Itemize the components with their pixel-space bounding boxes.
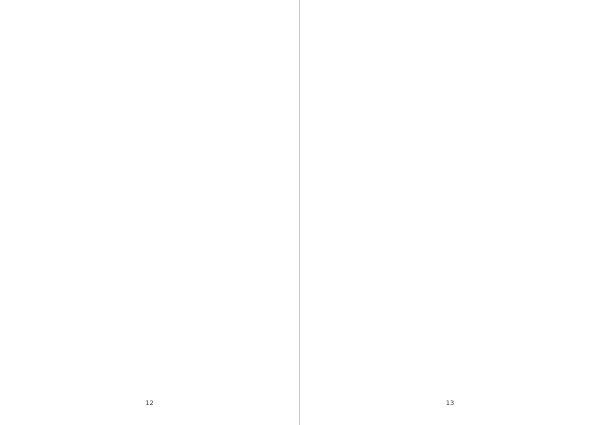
right-paragraph (321, 165, 579, 195)
right-page-heading (321, 22, 579, 40)
left-paragraph (21, 75, 278, 105)
left-paragraph (21, 105, 278, 135)
right-paragraph (321, 75, 579, 105)
right-page (300, 0, 600, 425)
left-page-body (21, 45, 278, 165)
right-page-body (321, 45, 579, 195)
author-signature (21, 173, 278, 181)
page-number-left: 12 (145, 399, 154, 407)
right-paragraph (321, 135, 579, 165)
right-paragraph (321, 105, 579, 135)
left-paragraph (21, 45, 278, 75)
right-paragraph (321, 45, 579, 75)
page-number-right: 13 (445, 399, 455, 407)
left-paragraph (21, 135, 278, 165)
left-page-heading (21, 22, 278, 40)
